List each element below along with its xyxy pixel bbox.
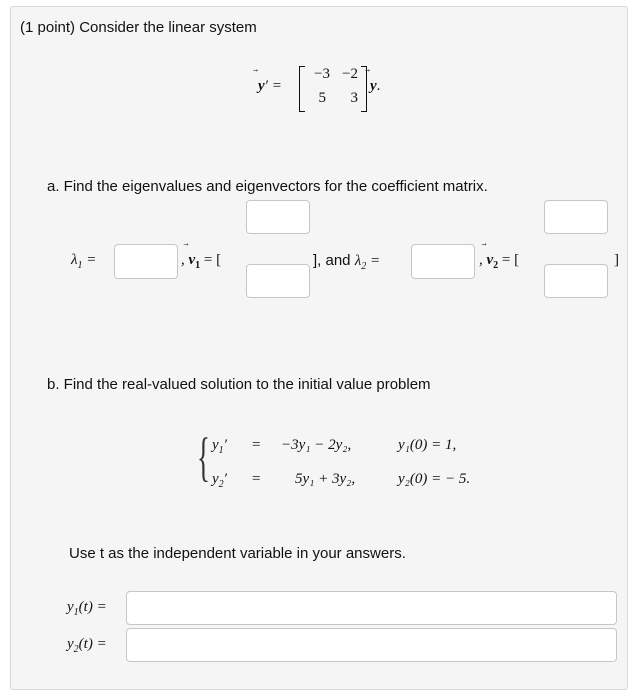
v1-bottom-input[interactable]	[246, 264, 310, 298]
v2-close-bracket: ]	[614, 252, 619, 268]
matrix-right-bracket	[361, 66, 367, 112]
lambda1-input[interactable]	[114, 244, 178, 279]
matrix-a22: 3	[350, 90, 358, 106]
matrix-a12: −2	[342, 66, 358, 82]
lambda1-label: $\lambda_1$ =	[71, 252, 97, 271]
matrix-a11: −3	[314, 66, 330, 82]
problem-header: (1 point) Consider the linear system	[20, 19, 257, 36]
y1-input[interactable]	[126, 591, 617, 625]
v1-top-input[interactable]	[246, 200, 310, 234]
v1-label: , $v_1$ = [	[181, 252, 222, 271]
y-prime-vector: y′ =	[258, 78, 282, 94]
v2-top-input[interactable]	[544, 200, 608, 234]
independent-variable-instruction: Use t as the independent variable in your answers.	[69, 545, 406, 562]
y-vector: y.	[370, 78, 381, 94]
problem-panel	[10, 6, 628, 690]
lambda2-input[interactable]	[411, 244, 475, 279]
v1-close-and-label: ], and $\lambda_2$ =	[313, 252, 381, 272]
matrix-left-bracket	[299, 66, 305, 112]
y2-label: $y_2(t)$ =	[67, 636, 107, 655]
eq2-rhs: 5y₁ + 3y₂,	[295, 471, 356, 487]
v2-label: , $v_2$ = [	[479, 252, 520, 271]
eq1-equals: =	[252, 437, 261, 453]
initial-condition-2: y₂(0) = − 5.	[398, 471, 471, 487]
eq2-lhs: $y_2'$	[212, 471, 227, 490]
y2-input[interactable]	[126, 628, 617, 662]
eq1-rhs: −3y₁ − 2y₂,	[281, 437, 352, 453]
initial-condition-1: y₁(0) = 1,	[398, 437, 457, 453]
y1-label: $y_1(t)$ =	[67, 599, 107, 618]
v2-bottom-input[interactable]	[544, 264, 608, 298]
part-b-prompt: b. Find the real-valued solution to the initial value problem	[47, 376, 431, 393]
eq2-equals: =	[252, 471, 261, 487]
eq1-lhs: $y_1'$	[212, 437, 227, 456]
part-a-prompt: a. Find the eigenvalues and eigenvectors for the coefficient matrix.	[47, 178, 488, 195]
matrix-a21: 5	[318, 90, 326, 106]
system-brace: {	[197, 427, 210, 487]
